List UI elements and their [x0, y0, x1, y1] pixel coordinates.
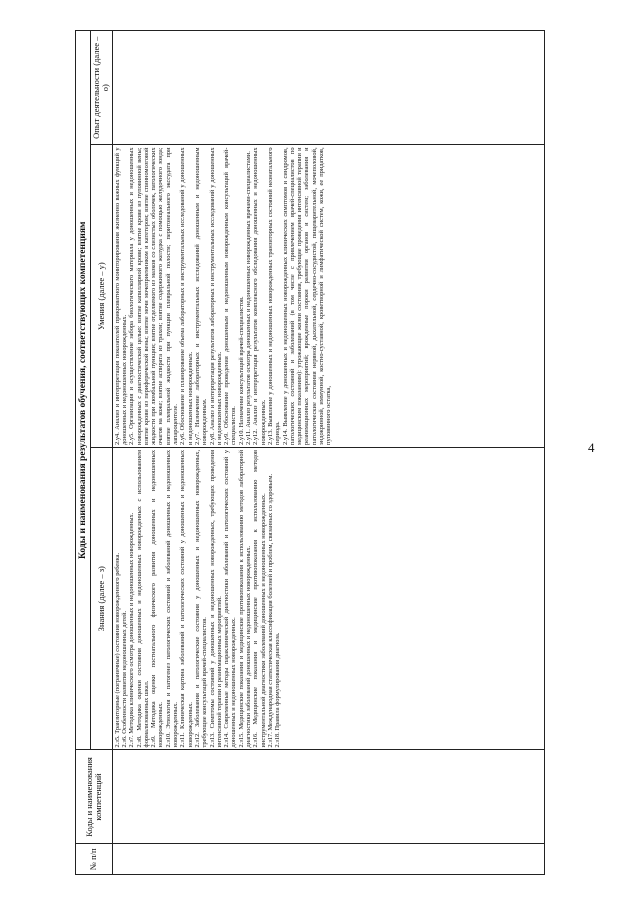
- skill-item: 2.у14. Выявление у доношенных и недоношенных новорожденных клинических симптомов и синдромов, патологических состояний и заболеваний (в том числе с привлечением врачей-специалистов по медицинским показаниям): угрожающие жизни состояния, требующие проведения интенсивной терапии и реанимационных мероприятий; врожденные пороки развития органов и систем; заболевания и патологические состояния нервной, дыхательной, сердечно-сосудистой, пищеварительной, мочеполовой, эндокринной, иммунной, костно-суставной, кроветворной и лимфатической систем, кожи, ее придатков, пуповинного остатка,: [281, 147, 333, 445]
- knowledge-item: 2.з13. Симптомы состояний у доношенных и недоношенных новорожденных, требующих проведения интенсивной терапии и реанимационных мероприятий.: [208, 449, 223, 748]
- skill-item: 2.у10. Назначение консультаций врачей-специалистов.: [237, 296, 245, 445]
- header-number: № п/п: [76, 844, 113, 875]
- skill-item: 2.у6. Обоснование и планирование объема лабораторных и инструментальных исследований у доношенных и недоношенных новорожденных.: [179, 147, 194, 445]
- knowledge-item: 2.з8. Методика оценки состояния доношенных и недоношенных новорожденных с использованием формализованных шкал.: [135, 449, 150, 748]
- knowledge-item: 2.з16. Медицинские показания и медицинские противопоказания к использованию методов инструментальной диагностики заболеваний доношенных и недоношенных новорожденных.: [252, 449, 267, 748]
- skill-item: 2.у13. Выявление у доношенных и недоношенных новорожденных транзиторных состояний неонатального периода.: [266, 147, 282, 445]
- header-group: Коды и наименования результатов обучения, соответствующих компетенциям: [76, 31, 91, 750]
- knowledge-item: 2.з12. Заболевания и патологические состояния у доношенных и недоношенных новорожденных, требующие консультаций врачей-специалистов.: [193, 449, 209, 748]
- knowledge-item: 2.з7. Методика клинического осмотра доношенных и недоношенных новорожденных.: [128, 512, 136, 748]
- knowledge-item: 2.з11. Клиническая картина заболеваний и патологических состояний у доношенных и недоношенных новорожденных.: [179, 449, 194, 748]
- cell-number: [112, 844, 544, 875]
- knowledge-item: 2.з9. Методика оценки постнатального физического развития доношенных и недоношенных новорожденных.: [150, 449, 165, 748]
- knowledge-item: 2.з10. Этиология и патогенез патологических состояний и заболеваний доношенных и недоношенных новорожденных.: [164, 449, 180, 748]
- knowledge-item: 2.з18. Правила формулирования диагноза.: [274, 632, 282, 748]
- skill-item: 2.у7. Назначение лабораторных и инструментальных исследований доношенным и недоношенным новорожденным.: [193, 147, 209, 445]
- table-row: [112, 31, 544, 875]
- header-row-2: [91, 31, 113, 875]
- skill-item: 2.у4. Анализ и интерпретация показателей прикроватного мониторирования жизненно важных функций у доношенных и недоношенных новорожденных.: [113, 147, 128, 445]
- header-code: Коды и наименования компетенций: [76, 750, 113, 844]
- rotated-table-wrapper: [75, 30, 545, 875]
- skill-item: 2.у12. Анализ и интерпретация результатов комплексного обследования доношенных и недоношенных новорожденных.: [252, 147, 267, 445]
- cell-experience: [112, 31, 544, 145]
- knowledge-item: 2.з6. Особенности развития недоношенных детей.: [120, 610, 128, 748]
- knowledge-item: 2.з14. Современные методы параклинической диагностики заболеваний и патологических состояний у доношенных и недоношенных новорожденных.: [223, 449, 238, 748]
- knowledge-item: 2.з5. Транзиторные (пограничные) состояния новорожденного ребенка.: [113, 552, 121, 748]
- header-row-1: [76, 31, 91, 875]
- skill-item: 2.у9. Обоснование проведения доношенным и недоношенным новорожденным консультаций врачей-специалистов.: [223, 147, 238, 445]
- skill-item: 2.у5. Организация и осуществление забора биологического материала у доношенных и недоношенных новорожденных с диагностической целью: взятие капиллярной крови; взятие крови из пуповинной вены; взятие крови из периферической вены; взятие мочи мочеприемником и катетером; взятие спинномозговой жидкости при люмбальной пункции; взятие отделяемого из мазков со слизистых оболочек, патологических очагов на коже; взятие аспирата из трахеи; взятие содержимого желудка с помощью желудочного зонда; взятие плевральной жидкости при пункции плевральной полости; перитонеального экссудата при лапароцентезе.: [128, 147, 180, 445]
- skill-item: 2.у11. Анализ результатов осмотра доношенных и недоношенных новорожденных врачами-специалистами.: [245, 151, 253, 445]
- page-number: 4: [588, 440, 595, 455]
- cell-knowledge: [112, 447, 544, 750]
- knowledge-item: 2.з17. Международная статистическая классификация болезней и проблем, связанных со здоровьем.: [266, 473, 274, 748]
- skill-item: 2.у8. Анализ и интерпретация результатов лабораторных и инструментальных исследований у доношенных и недоношенных новорожденных.: [208, 147, 223, 445]
- knowledge-item: 2.з15. Медицинские показания и медицинские противопоказания к использованию методов лабораторной диагностики заболеваний доношенных и недоношенных новорожденных.: [237, 449, 253, 748]
- header-experience: Опыт деятельности (далее – о): [91, 31, 113, 145]
- cell-code: [112, 750, 544, 844]
- header-knowledge: Знания (далее – з): [91, 447, 113, 750]
- header-skills: Умения (далее – у): [91, 145, 113, 448]
- cell-skills: [112, 145, 544, 448]
- competency-table: [75, 30, 545, 875]
